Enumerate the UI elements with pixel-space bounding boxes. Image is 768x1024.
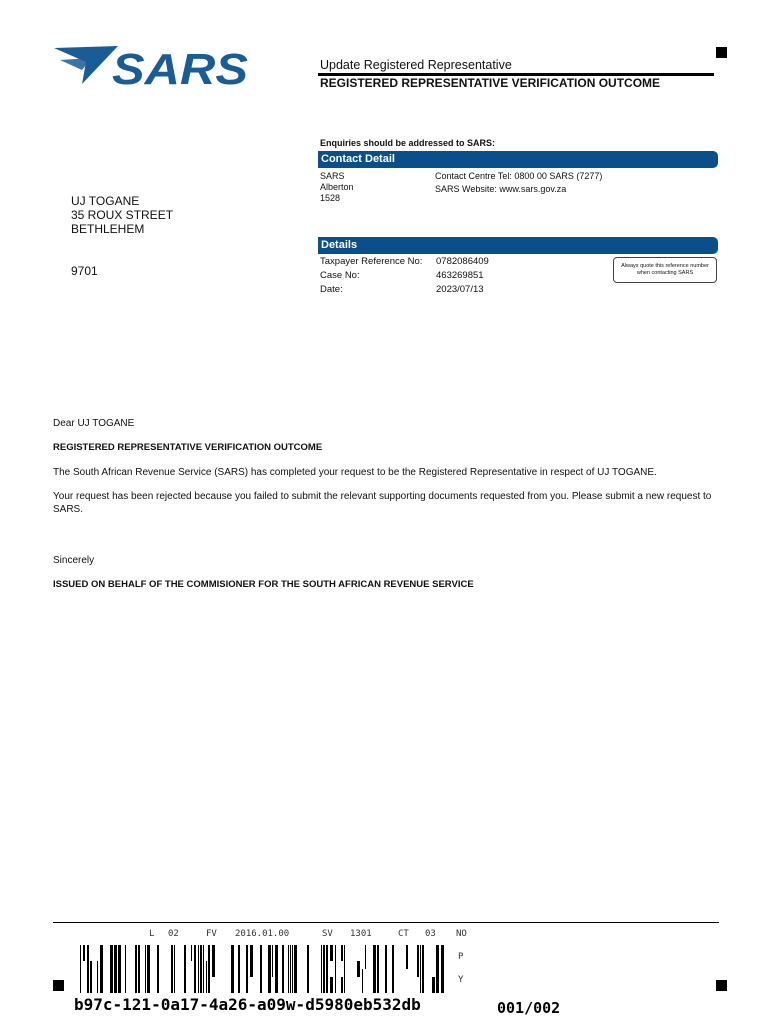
document-subtitle: Update Registered Representative [320,58,512,72]
issued-by: ISSUED ON BEHALF OF THE COMMISIONER FOR THE SOUTH AFRICAN REVENUE SERVICE [53,579,474,590]
form-code-6: CT [398,929,409,939]
case-no-value: 463269851 [436,270,484,281]
details-header: Details [318,237,718,254]
form-code-3: 2016.01.00 [235,929,290,939]
reference-note: Always quote this reference number when contacting SARS [613,257,717,283]
recipient-city: BETHLEHEM [71,222,145,236]
recipient-postal-code: 9701 [71,264,98,278]
footer-rule [53,922,719,923]
closing: Sincerely [53,555,95,566]
document-id: b97c-121-0a17-4a26-a09w-d5980eb532db [74,995,421,1014]
corner-mark-top-right [716,47,727,58]
sars-address-line-2: Alberton [320,182,354,192]
footer-y: Y [458,975,464,985]
recipient-street: 35 ROUX STREET [71,208,174,222]
sars-website: SARS Website: www.sars.gov.za [435,184,567,194]
sars-logo [52,44,252,90]
form-code-0: L [149,929,155,939]
barcode [70,945,448,993]
contact-detail-header: Contact Detail [318,151,718,168]
document-title: REGISTERED REPRESENTATIVE VERIFICATION OUTCOME [320,76,661,90]
date-label: Date: [320,284,343,295]
corner-mark-bottom-right [716,980,727,991]
contact-centre-tel: Contact Centre Tel: 0800 00 SARS (7277) [435,171,603,181]
form-code-5: 1301 [350,929,372,939]
salutation: Dear UJ TOGANE [53,418,135,429]
page-number: 001/002 [497,999,561,1017]
footer-p: P [458,952,464,962]
letter-paragraph-1: The South African Revenue Service (SARS) has completed your request to be the Registered Representative in respect of UJ TOGANE. [53,467,657,478]
sars-address-line-1: SARS [320,171,345,181]
taxpayer-ref-label: Taxpayer Reference No: [320,256,423,267]
case-no-label: Case No: [320,270,360,281]
form-code-8: NO [456,929,467,939]
letter-heading: REGISTERED REPRESENTATIVE VERIFICATION OUTCOME [53,442,323,453]
enquiries-note: Enquiries should be addressed to SARS: [320,138,496,148]
letter-paragraph-2: Your request has been rejected because you failed to submit the relevant supporting documents requested from you. Please submit a new request to SARS. [53,491,712,515]
form-code-4: SV [322,929,333,939]
form-code-7: 03 [425,929,436,939]
recipient-name: UJ TOGANE [71,194,140,208]
taxpayer-ref-value: 0782086409 [436,256,489,267]
sars-address-line-3: 1528 [320,193,341,203]
corner-mark-bottom-left [53,980,64,991]
date-value: 2023/07/13 [436,284,484,295]
form-code-1: 02 [168,929,179,939]
form-code-2: FV [206,929,217,939]
sars-logo-text: SARS [112,45,248,90]
